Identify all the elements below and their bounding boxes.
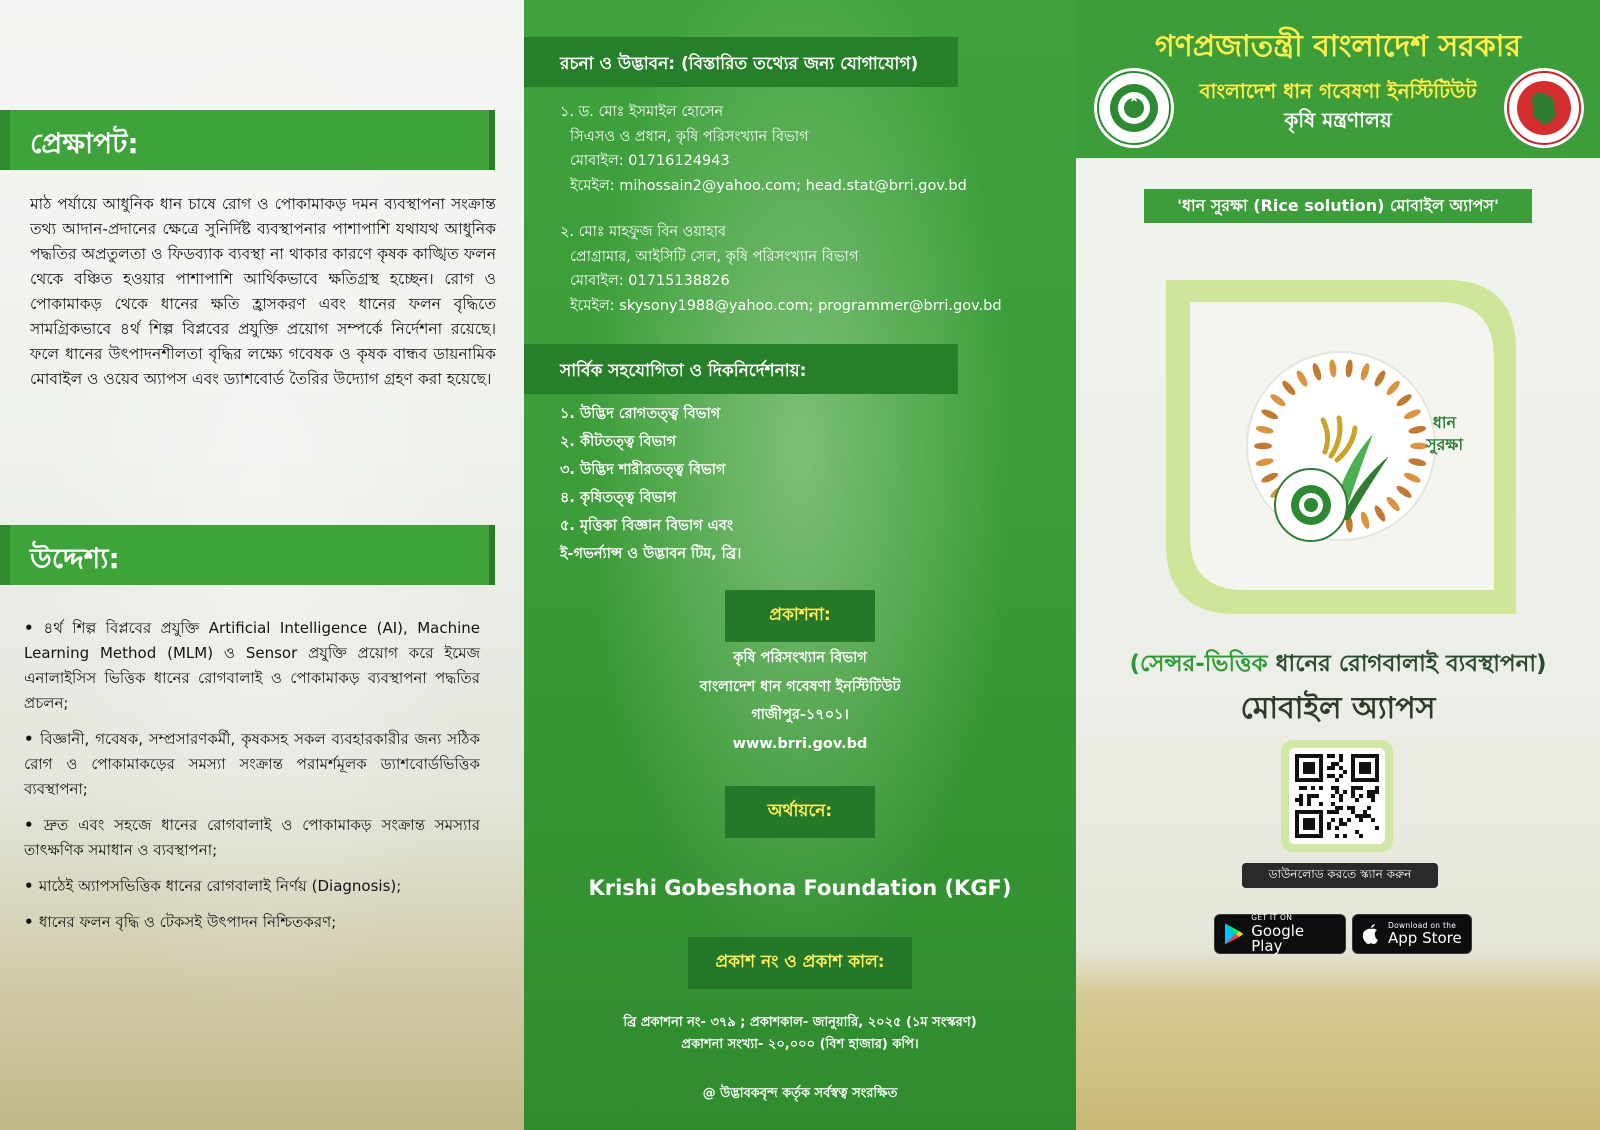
contact-mobile: মোবাইল: 01716124943	[570, 153, 730, 169]
contact-name: ১. ড. মোঃ ইসমাইল হোসেন	[560, 104, 724, 120]
app-logo-frame	[1156, 252, 1526, 624]
publisher-heading: প্রকাশনা:	[769, 605, 831, 625]
edition-heading-band	[688, 937, 912, 989]
copyright-note: @ উদ্ভাবকবৃন্দ কর্তৃক সর্বস্বত্ব সংরক্ষিত	[702, 1086, 898, 1101]
edition-line: প্রকাশনা সংখ্যা- ২০,০০০ (বিশ হাজার) কপি।	[681, 1037, 919, 1052]
background-text: মাঠ পর্যায়ে আধুনিক ধান চাষে রোগ ও পোকামাকড় দমন ব্যবস্থাপনা সংক্রান্ত তথ্য আদান-প্রদানের ক্ষেত্রে সুনির্দিষ্ট ব্যবস্থাপনার পাশাপাশি যথাযথ আধুনিক পদ্ধতির অপ্রতুলতা ও ফিডব্যাক ব্যবস্থা না থাকার কারণে কৃষক কাঙ্খিত ফলন থেকে বঞ্চিত হওয়ার পাশাপাশি আর্থিকভাবে ক্ষতিগ্রস্থ হচ্ছেন। রোগ ও পোকামাকড় থেকে ধানের ক্ষতি হ্রাসকরণ এবং ধানের ফলন বৃদ্ধিতে সামগ্রিকভাবে ৪র্থ শিল্প বিপ্লবের প্রযুক্তি প্রয়োগ সম্পর্কে নির্দেশনা রয়েছে। ফলে ধানের উৎপাদনশীলতা বৃদ্ধির লক্ষ্যে গবেষক ও কৃষক বান্ধব ডায়নামিক মোবাইল ও ওয়েব অ্যাপস এবং ড্যাশবোর্ড তৈরির উদ্যোগ গ্রহণ করা হয়েছে।	[30, 195, 496, 388]
objectives-heading-band	[0, 525, 494, 585]
contact-block-2	[560, 220, 1002, 318]
objective-item: • বিজ্ঞানী, গবেষক, সম্প্রসারণকর্মী, কৃষকসহ সকল ব্যবহারকারীর জন্য সঠিক রোগ ও পোকামাকড়ের সমস্যা সংক্রান্ত পরামর্শমূলক ড্যাশবোর্ডভিত্তিক ব্যবস্থাপনা;	[24, 727, 480, 802]
contact-mobile: মোবাইল: 01715138826	[570, 273, 730, 289]
brri-seal-small-icon	[1274, 468, 1348, 542]
google-play-icon	[1223, 922, 1244, 946]
background-heading: প্রেক্ষাপট:	[30, 127, 139, 160]
rice-grain	[1359, 511, 1371, 530]
app-title: মোবাইল অ্যাপস	[1240, 691, 1436, 726]
app-store-label: App Store	[1388, 929, 1462, 948]
support-heading-band	[524, 344, 958, 394]
publisher-lines	[524, 644, 1076, 758]
funding-heading: অর্থায়নে:	[767, 801, 833, 821]
support-heading: সার্বিক সহযোগিতা ও দিকনির্দেশনায়:	[560, 361, 807, 381]
rice-grain	[1403, 471, 1422, 485]
rice-grain	[1280, 379, 1297, 397]
objectives-heading: উদ্দেশ্য:	[30, 542, 120, 575]
edition-line: ব্রি প্রকাশনা নং- ৩৭৯ ; প্রকাশকাল- জানুয়ারি, ২০২৫ (১ম সংস্করণ)	[623, 1015, 977, 1030]
objective-item: • মাঠেই অ্যাপসভিত্তিক ধানের রোগবালাই নির্ণয় (Diagnosis);	[24, 874, 480, 899]
objectives-list	[24, 616, 480, 946]
publisher-line: কৃষি পরিসংখ্যান বিভাগ	[733, 650, 867, 666]
publisher-line: গাজীপুর-১৭০১।	[751, 707, 849, 723]
rice-grain	[1403, 408, 1422, 422]
support-item: ই-গভর্ন্যান্স ও উদ্ভাবন টিম, ব্রি।	[560, 546, 742, 562]
app-store-small: Download on the	[1388, 920, 1457, 930]
google-play-button[interactable]	[1214, 914, 1346, 954]
app-store-button[interactable]	[1352, 914, 1472, 954]
middle-panel	[524, 0, 1076, 1130]
publisher-line: www.brri.gov.bd	[732, 735, 868, 752]
rice-grain	[1260, 408, 1279, 422]
qr-code-icon	[1295, 754, 1379, 838]
rice-grain	[1255, 457, 1274, 467]
contact-designation: প্রোগ্রামার, আইসিটি সেল, কৃষি পরিসংখ্যান বিভাগ	[570, 248, 859, 265]
rice-grain	[1385, 379, 1402, 397]
publisher-heading-band	[725, 590, 875, 642]
contact-email: ইমেইল: skysony1988@yahoo.com; programmer@brri.gov.bd	[570, 297, 1002, 314]
rice-grain	[1408, 425, 1427, 435]
scan-instruction-text: ডাউনলোড করতে স্ক্যান করুন	[1268, 866, 1412, 881]
support-item: ৩. উদ্ভিদ শারীরতত্ত্ব বিভাগ	[560, 462, 726, 478]
rice-grain	[1373, 369, 1388, 388]
support-item: ২. কীটতত্ত্ব বিভাগ	[560, 434, 677, 450]
background-heading-band	[0, 110, 494, 170]
app-name-band	[1144, 189, 1532, 223]
objective-item: • দ্রুত এবং সহজে ধানের রোগবালাই ও পোকামাকড় সংক্রান্ত সমস্যার তাৎক্ষণিক সমাধান ও ব্যবস্থাপনা;	[24, 813, 480, 863]
left-panel	[0, 0, 524, 1130]
contact-heading-band	[524, 37, 958, 87]
contact-heading: রচনা ও উদ্ভাবন: (বিস্তারিত তথ্যের জন্য যোগাযোগ)	[560, 54, 919, 74]
rice-grain	[1359, 362, 1371, 381]
rice-grain	[1269, 392, 1288, 408]
rice-grain	[1311, 362, 1323, 381]
tagline-green: (সেন্সর-ভিত্তিক	[1129, 651, 1268, 677]
rice-grain	[1328, 359, 1337, 378]
logo-text	[1426, 412, 1463, 456]
tagline-dark: ধানের রোগবালাই ব্যবস্থাপনা)	[1267, 651, 1547, 677]
contact-designation: সিএসও ও প্রধান, কৃষি পরিসংখ্যান বিভাগ	[570, 128, 809, 145]
institute-name: বাংলাদেশ ধান গবেষণা ইনস্টিটিউট	[1199, 79, 1477, 103]
objective-item: • ৪র্থ শিল্প বিপ্লবের প্রযুক্তি Artificial Intelligence (AI), Machine Learning Method (MLM) ও Sensor প্রযুক্তি প্রয়োগ করে ইমেজ এনালাইসিস ভিত্তিক ধানের রোগবালাই ও পোকামাকড় ব্যবস্থাপনা পদ্ধতির প্রচলন;	[24, 616, 480, 716]
rice-grain	[1260, 471, 1279, 485]
qr-code[interactable]	[1281, 740, 1393, 852]
logo-text-line: সুরক্ষা	[1426, 435, 1463, 454]
right-panel	[1076, 0, 1600, 1130]
contact-block-1	[560, 100, 967, 198]
support-item: ৫. মৃত্তিকা বিজ্ঞান বিভাগ এবং	[560, 518, 734, 534]
rice-grain	[1385, 495, 1402, 513]
rice-grain	[1345, 359, 1354, 378]
ministry-name: কৃষি মন্ত্রণালয়	[1284, 108, 1392, 132]
contact-name: ২. মোঃ মাহফুজ বিন ওয়াহাব	[560, 224, 726, 240]
rice-grain	[1255, 425, 1274, 435]
app-tagline	[1076, 645, 1600, 684]
publisher-line: বাংলাদেশ ধান গবেষণা ইনস্টিটিউট	[699, 678, 901, 695]
app-name: 'ধান সুরক্ষা (Rice solution) মোবাইল অ্যাপস'	[1177, 195, 1499, 215]
support-list	[560, 400, 741, 568]
funding-heading-band	[725, 786, 875, 838]
government-title: গণপ্রজাতন্ত্রী বাংলাদেশ সরকার	[1155, 29, 1521, 64]
rice-grain	[1395, 484, 1414, 500]
google-play-small: GET IT ON	[1251, 913, 1293, 923]
scan-instruction	[1242, 863, 1438, 888]
edition-lines	[524, 1012, 1076, 1056]
support-item: ৪. কৃষিতত্ত্ব বিভাগ	[560, 490, 677, 506]
apple-icon	[1361, 922, 1381, 946]
rice-grain	[1395, 392, 1414, 408]
rice-grain	[1295, 369, 1310, 388]
rice-grain	[1408, 457, 1427, 467]
funder-name: Krishi Gobeshona Foundation (KGF)	[588, 876, 1012, 900]
contact-email: ইমেইল: mihossain2@yahoo.com; head.stat@brri.gov.bd	[570, 177, 967, 194]
rice-grain	[1373, 504, 1388, 523]
rice-grain	[1254, 443, 1272, 450]
objective-item: • ধানের ফলন বৃদ্ধি ও টেকসই উৎপাদন নিশ্চিতকরণ;	[24, 910, 480, 935]
google-play-label: Google Play	[1251, 921, 1305, 955]
support-item: ১. উদ্ভিদ রোগতত্ত্ব বিভাগ	[560, 406, 721, 422]
logo-text-line: ধান	[1432, 413, 1457, 432]
edition-heading: প্রকাশ নং ও প্রকাশ কাল:	[715, 952, 885, 972]
